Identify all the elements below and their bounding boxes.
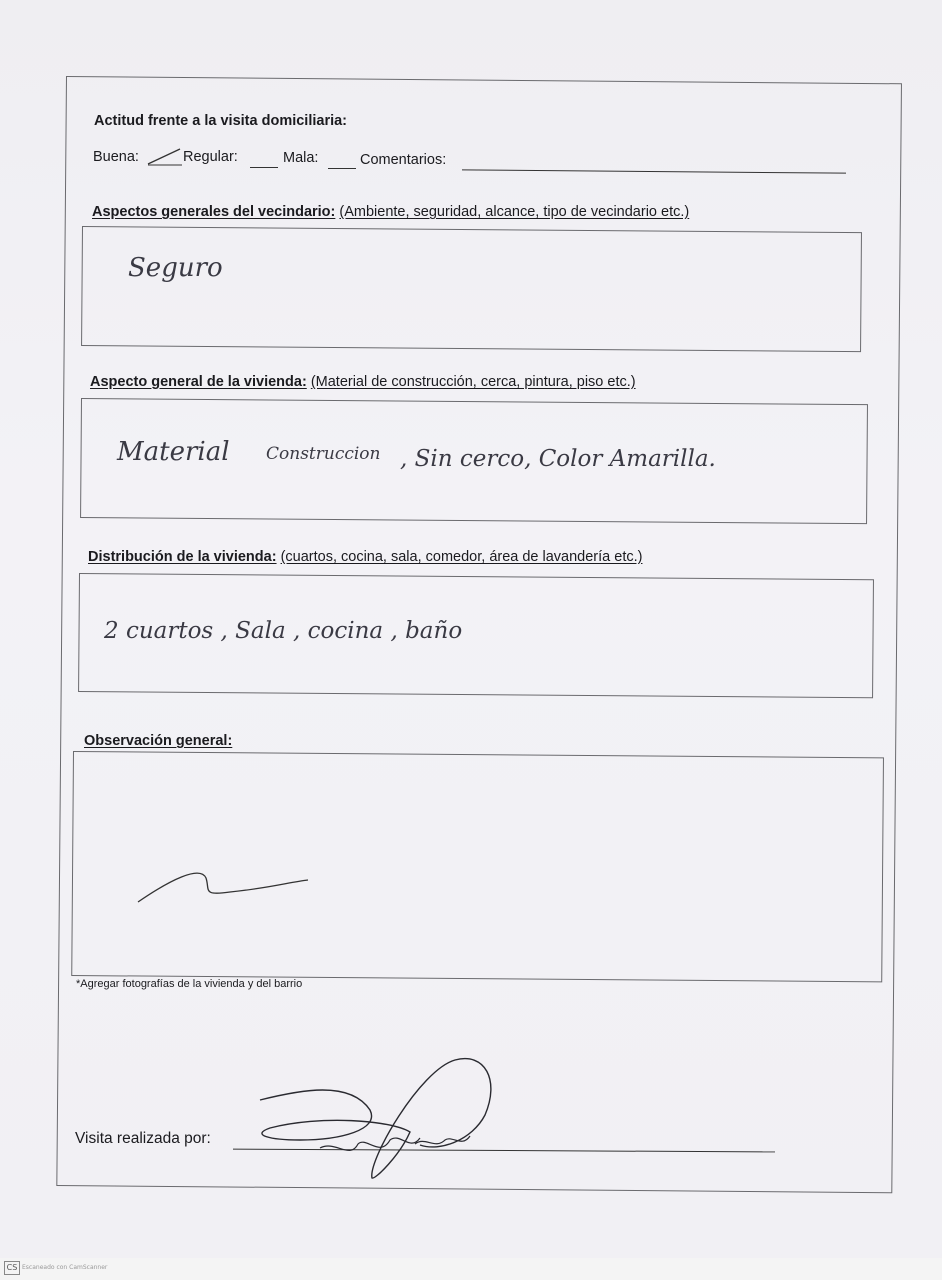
bad-blank[interactable] xyxy=(328,168,356,169)
regular-label: Regular: xyxy=(183,149,238,165)
housing-heading xyxy=(90,374,636,390)
housing-hint: (Material de construcción, cerca, pintura, piso etc.) xyxy=(310,374,636,390)
photo-note: *Agregar fotografías de la vivienda y del barrio xyxy=(76,978,303,990)
neighborhood-title: Aspectos generales del vecindario: xyxy=(92,204,336,220)
layout-heading xyxy=(88,549,642,565)
good-checkmark xyxy=(146,146,184,168)
scanner-footer xyxy=(0,1258,942,1280)
regular-blank[interactable] xyxy=(250,167,278,168)
housing-title: Aspecto general de la vivienda: xyxy=(90,374,307,390)
layout-answer: 2 cuartos , Sala , cocina , baño xyxy=(104,618,463,644)
housing-answer-part3: , Sin cerco, Color Amarilla. xyxy=(400,446,716,472)
neighborhood-answer: Seguro xyxy=(128,253,223,283)
neighborhood-heading xyxy=(92,204,689,220)
signature xyxy=(240,1040,510,1185)
layout-title: Distribución de la vivienda: xyxy=(88,549,277,565)
visit-by-label: Visita realizada por: xyxy=(75,1130,211,1147)
layout-hint: (cuartos, cocina, sala, comedor, área de lavandería etc.) xyxy=(280,549,643,565)
camscanner-logo: CS xyxy=(4,1261,20,1275)
housing-answer-part2: Construccion xyxy=(266,444,381,464)
good-label: Buena: xyxy=(93,149,139,165)
housing-answer-part1: Material xyxy=(117,437,230,467)
neighborhood-hint: (Ambiente, seguridad, alcance, tipo de vecindario etc.) xyxy=(339,204,690,220)
comments-label: Comentarios: xyxy=(360,152,447,168)
bad-label: Mala: xyxy=(283,150,319,166)
observation-title: Observación general: xyxy=(84,733,233,749)
observation-scribble xyxy=(130,860,320,910)
attitude-title: Actitud frente a la visita domiciliaria: xyxy=(94,113,348,129)
camscanner-caption: Escaneado con CamScanner xyxy=(22,1264,108,1271)
neighborhood-answer-box[interactable] xyxy=(81,226,862,352)
